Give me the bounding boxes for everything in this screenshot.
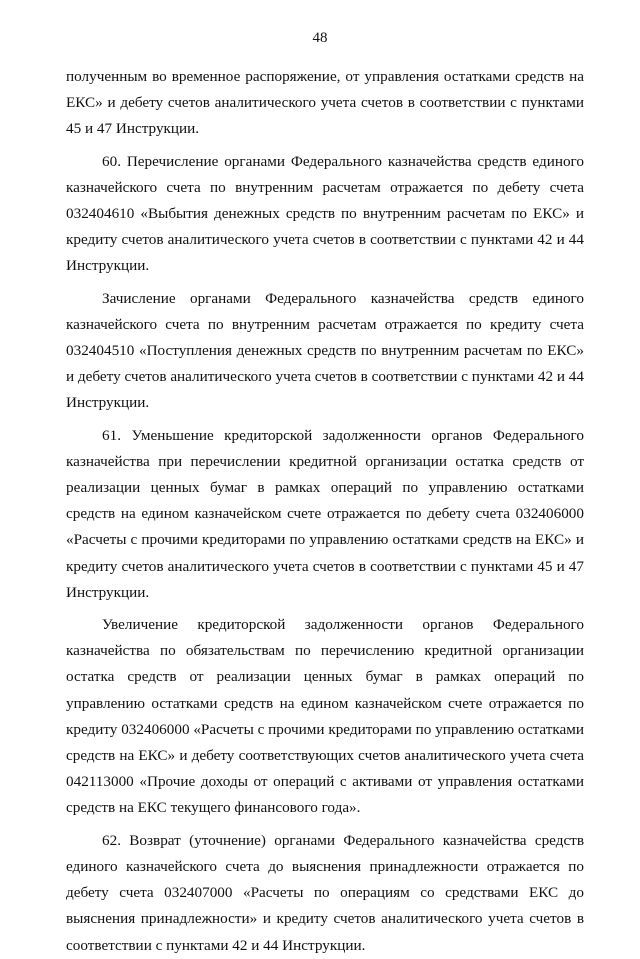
page-number: 48 — [312, 30, 328, 46]
document-body — [66, 64, 584, 959]
paragraph-item-62: 62. Возврат (уточнение) органами Федерального казначейства средств единого казначейского счета до выяснения принадлежности отражается по дебету счета 032407000 «Расчеты по операциям со средствами ЕКС до выяснения принадлежности» и кредиту счетов аналитического учета счетов в соответствии с пунктами 42 и 44 Инструкции. — [66, 831, 584, 954]
paragraph-item-60: 60. Перечисление органами Федерального казначейства средств единого казначейского счета по внутренним расчетам отражается по дебету счета 032404610 «Выбытия денежных средств по внутренним расчетам по ЕКС» и кредиту счетов аналитического учета счетов в соответствии с пунктами 42 и 44 Инструкции. — [66, 152, 584, 275]
paragraph-item-60-credit: Зачисление органами Федерального казначейства средств единого казначейского счета по внутренним расчетам отражается по кредиту счета 032404510 «Поступления денежных средств по внутренним расчетам по ЕКС» и дебету счетов аналитического учета счетов в соответствии с пунктами 42 и 44 Инструкции. — [66, 289, 584, 412]
paragraph-item-61-increase: Увеличение кредиторской задолженности органов Федерального казначейства по обязательствам по перечислению кредитной организации остатка средств от реализации ценных бумаг в рамках операций по управлению остатками средств на едином казначейском счете отражается по кредиту 032406000 «Расчеты с прочими кредиторами по управлению остатками средств на ЕКС» и дебету соответствующих счетов аналитического учета счета 042113000 «Прочие доходы от операций с активами от управления остатками средств на ЕКС текущего финансового года». — [66, 616, 585, 817]
paragraph-item-61: 61. Уменьшение кредиторской задолженности органов Федерального казначейства при перечислении кредитной организации остатка средств от реализации ценных бумаг в рамках операций по управлению остатками средств на едином казначейском счете отражается по дебету счета 032406000 «Расчеты с прочими кредиторами по управлению остатками средств на ЕКС» и кредиту счетов аналитического учета счетов в соответствии с пунктами 45 и 47 Инструкции. — [66, 426, 584, 601]
paragraph-continuation: полученным во временное распоряжение, от управления остатками средств на ЕКС» и дебету счетов аналитического учета счетов в соответствии с пунктами 45 и 47 Инструкции. — [66, 68, 584, 138]
